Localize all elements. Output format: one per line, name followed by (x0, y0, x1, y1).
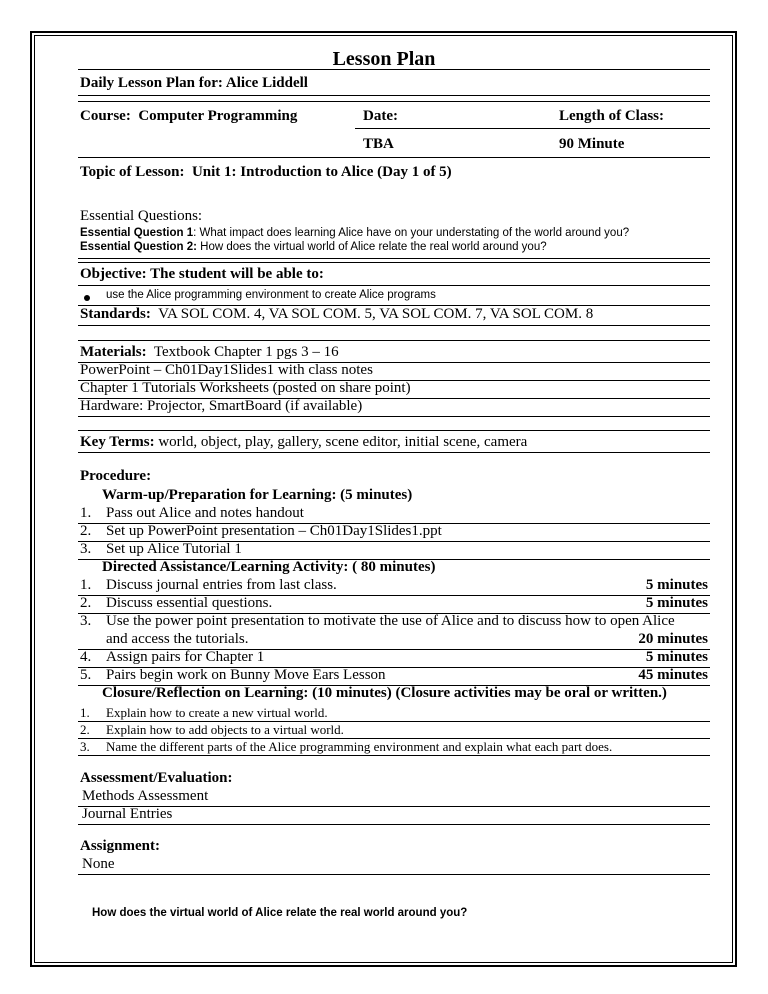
keyterms-value: world, object, play, gallery, scene editor, initial scene, camera (158, 434, 528, 450)
list-number: 3. (80, 541, 92, 557)
closure-heading: Closure/Reflection on Learning: (10 minutes) (Closure activities may be oral or written.) (102, 685, 667, 701)
directed-time: 20 minutes (638, 631, 708, 647)
material-item: PowerPoint – Ch01Day1Slides1 with class notes (80, 362, 373, 378)
objective-heading: Objective: The student will be able to: (80, 266, 324, 282)
divider (78, 416, 710, 417)
assignment-value: None (82, 856, 115, 872)
divider (78, 430, 710, 431)
list-number: 2. (80, 523, 92, 539)
essential-question-1 (80, 227, 629, 239)
course-cell (80, 108, 297, 125)
warmup-item: Pass out Alice and notes handout (106, 505, 304, 521)
length-label: Length of Class: (559, 108, 665, 124)
divider (78, 824, 710, 825)
page-title: Lesson Plan (332, 48, 436, 70)
objective-item: use the Alice programming environment to create Alice programs (106, 289, 436, 301)
essential-heading: Essential Questions: (80, 208, 203, 224)
directed-time: 5 minutes (645, 577, 708, 593)
length-value: 90 Minute (559, 136, 625, 152)
assessment-item: Methods Assessment (82, 788, 209, 804)
procedure-heading: Procedure: (80, 468, 152, 484)
list-number: 2. (80, 595, 92, 611)
directed-time: 45 minutes (638, 667, 708, 683)
closure-item: Explain how to add objects to a virtual world. (106, 722, 344, 737)
divider (78, 69, 710, 70)
footer-question: How does the virtual world of Alice relate the real world around you? (92, 907, 468, 919)
divider (78, 340, 710, 341)
teacher-line (80, 75, 308, 92)
date-value: TBA (363, 136, 394, 152)
keyterms-line (80, 434, 527, 451)
assessment-item: Journal Entries (82, 806, 173, 822)
directed-heading: Directed Assistance/Learning Activity: ( 80 minutes) (102, 559, 436, 575)
divider (78, 285, 710, 286)
list-number: 3. (80, 613, 92, 629)
material-item: Hardware: Projector, SmartBoard (if available) (80, 398, 363, 414)
divider (78, 874, 710, 875)
list-number: 2. (80, 722, 90, 737)
divider (78, 806, 710, 807)
closure-item: Explain how to create a new virtual world. (106, 705, 328, 720)
divider (355, 128, 710, 129)
directed-item: Pairs begin work on Bunny Move Ears Lesson (106, 667, 386, 683)
assignment-heading: Assignment: (80, 838, 161, 854)
divider (78, 262, 710, 263)
date-label: Date: (363, 108, 398, 124)
topic-label: Topic of Lesson: (80, 164, 185, 180)
material-item: Chapter 1 Tutorials Worksheets (posted on share point) (80, 380, 411, 396)
divider (78, 95, 710, 96)
list-number: 5. (80, 667, 92, 683)
course-value: Computer Programming (138, 108, 298, 124)
course-label: Course: (80, 108, 131, 124)
divider (78, 452, 710, 453)
teacher-name: Alice Liddell (225, 75, 308, 91)
warmup-item: Set up Alice Tutorial 1 (106, 541, 242, 557)
list-number: 1. (80, 505, 92, 521)
essential-question-2 (80, 241, 547, 253)
eq2-text: How does the virtual world of Alice relate the real world around you? (196, 241, 547, 253)
eq1-label: Essential Question 1 (80, 227, 194, 239)
materials-label: Materials: (80, 344, 147, 360)
daily-label: Daily Lesson Plan for: (80, 75, 223, 91)
materials-line-1 (80, 344, 339, 361)
topic-line (80, 164, 452, 181)
directed-time: 5 minutes (645, 649, 708, 665)
divider (78, 325, 710, 326)
standards-value: VA SOL COM. 4, VA SOL COM. 5, VA SOL COM. 7, VA SOL COM. 8 (158, 306, 594, 322)
warmup-item: Set up PowerPoint presentation – Ch01Day1Slides1.ppt (106, 523, 442, 539)
material-item: Textbook Chapter 1 pgs 3 – 16 (153, 344, 339, 360)
warmup-heading: Warm-up/Preparation for Learning: (5 minutes) (102, 487, 413, 503)
list-number: 1. (80, 577, 92, 593)
bullet-icon (84, 295, 90, 301)
directed-item-continued: and access the tutorials. (106, 631, 249, 647)
divider (78, 258, 710, 259)
divider (78, 101, 710, 102)
divider (78, 755, 710, 756)
topic-value: Unit 1: Introduction to Alice (Day 1 of 5) (191, 164, 452, 180)
directed-item: Discuss essential questions. (106, 595, 273, 611)
eq1-text: : What impact does learning Alice have on your understating of the world around you? (193, 227, 630, 239)
directed-item: Use the power point presentation to motivate the use of Alice and to discuss how to open Alice (106, 613, 675, 629)
list-number: 3. (80, 739, 90, 754)
standards-line (80, 306, 593, 323)
standards-label: Standards: (80, 306, 151, 322)
list-number: 1. (80, 705, 90, 720)
assessment-heading: Assessment/Evaluation: (80, 770, 233, 786)
divider (78, 157, 710, 158)
list-number: 4. (80, 649, 92, 665)
keyterms-label: Key Terms: (80, 434, 155, 450)
eq2-label: Essential Question 2: (80, 241, 197, 253)
directed-item: Discuss journal entries from last class. (106, 577, 337, 593)
directed-item: Assign pairs for Chapter 1 (106, 649, 265, 665)
directed-time: 5 minutes (645, 595, 708, 611)
closure-item: Name the different parts of the Alice programming environment and explain what each part does. (106, 739, 613, 754)
